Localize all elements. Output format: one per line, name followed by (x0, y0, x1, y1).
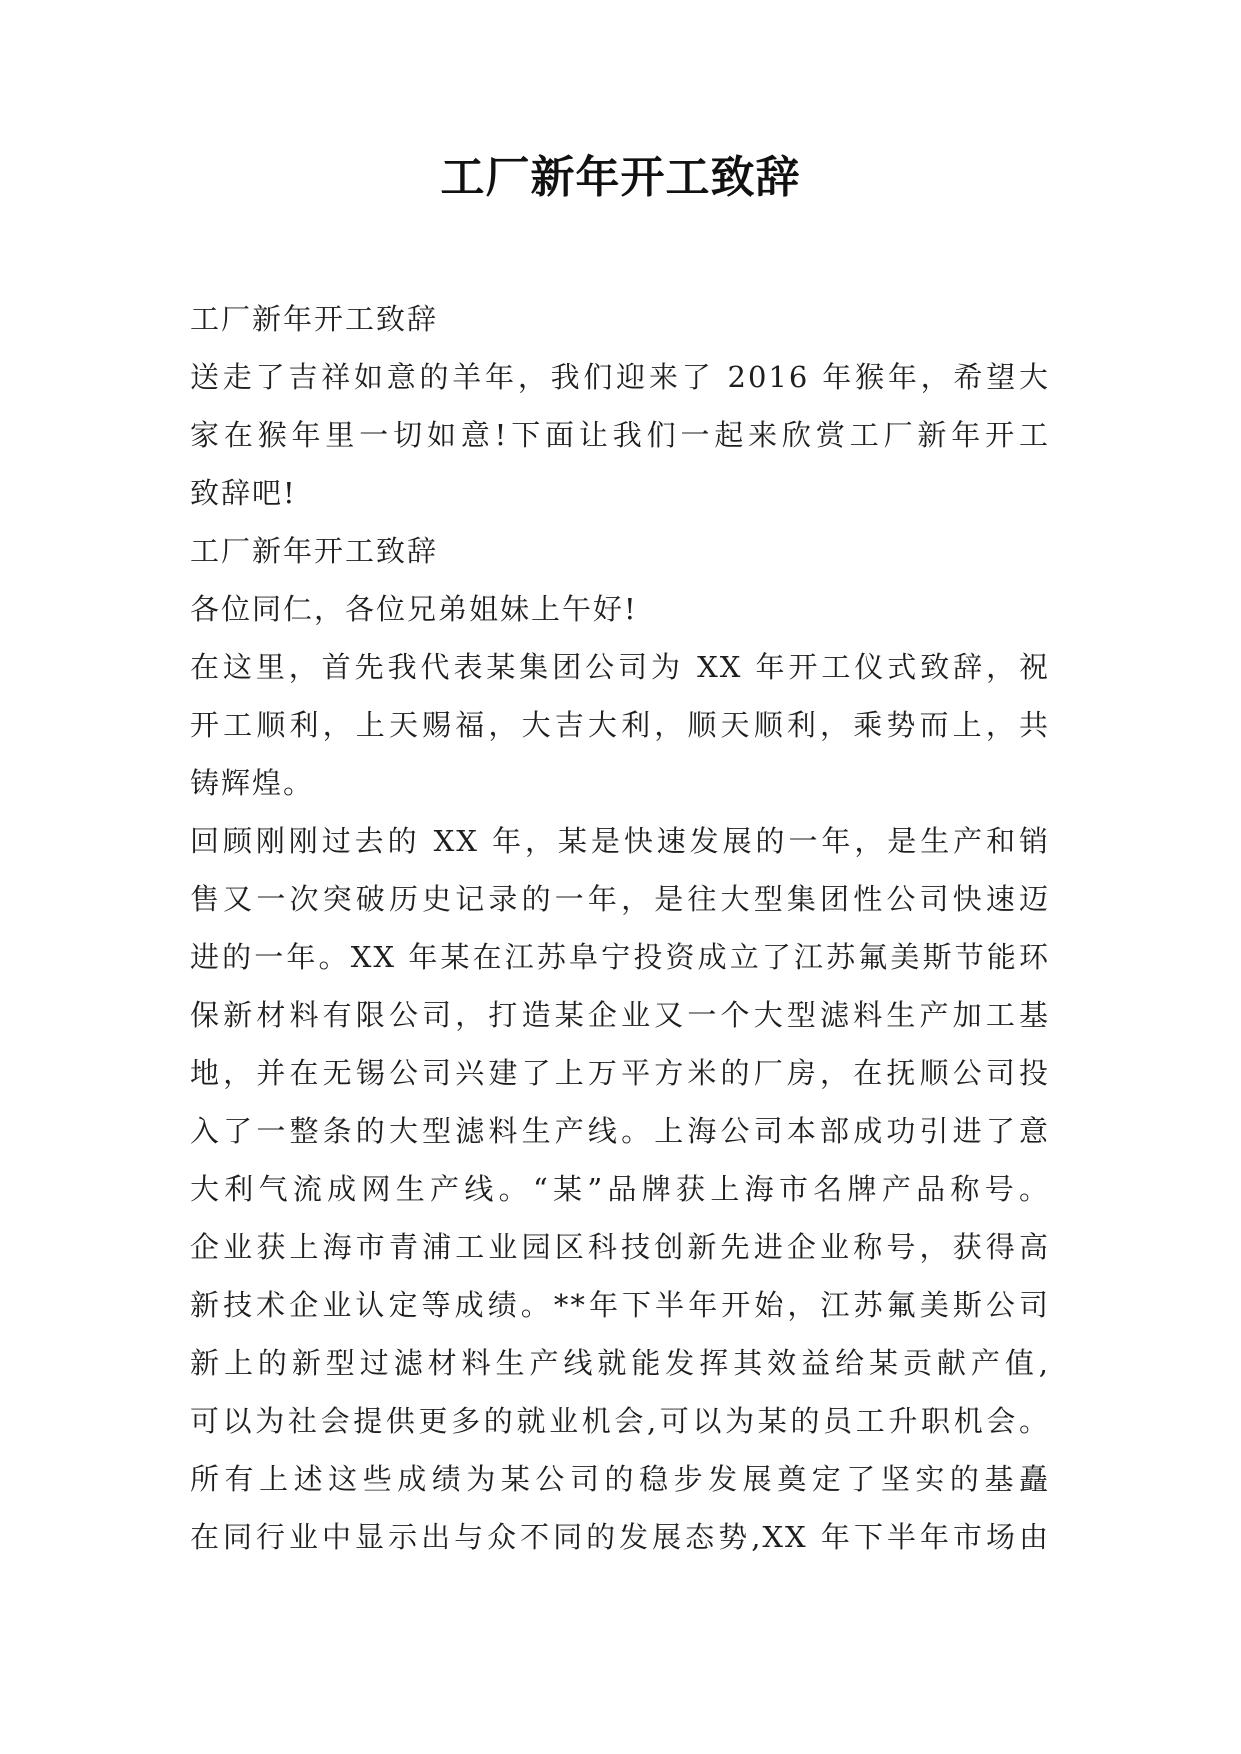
paragraph-line: 在这里，首先我代表某集团公司为 XX 年开工仪式致辞，祝 (190, 650, 1050, 684)
paragraph-line: 入了一整条的大型滤料生产线。上海公司本部成功引进了意 (190, 1114, 1050, 1148)
paragraph-line: 大利气流成网生产线。“某”品牌获上海市名牌产品称号。 (190, 1172, 1050, 1206)
document-body (190, 290, 1050, 1566)
paragraph-line: 家在猴年里一切如意!下面让我们一起来欣赏工厂新年开工 (190, 418, 1050, 452)
paragraph-line: 各位同仁，各位兄弟姐妹上午好! (190, 592, 638, 626)
paragraph-line: 送走了吉祥如意的羊年，我们迎来了 2016 年猴年，希望大 (190, 360, 1050, 394)
paragraph-line: 新技术企业认定等成绩。**年下半年开始，江苏氟美斯公司 (190, 1288, 1050, 1322)
paragraph-line: 铸辉煌。 (190, 766, 315, 800)
paragraph-line: 售又一次突破历史记录的一年，是往大型集团性公司快速迈 (190, 882, 1050, 916)
paragraph-line: 所有上述这些成绩为某公司的稳步发展奠定了坚实的基矗 (190, 1462, 1050, 1496)
paragraph-line: 在同行业中显示出与众不同的发展态势,XX 年下半年市场由 (190, 1520, 1050, 1554)
paragraph-line: 致辞吧! (190, 476, 297, 510)
paragraph-line: 工厂新年开工致辞 (190, 534, 439, 568)
paragraph-line: 工厂新年开工致辞 (190, 302, 439, 336)
paragraph-line: 回顾刚刚过去的 XX 年，某是快速发展的一年，是生产和销 (190, 824, 1050, 858)
paragraph-line: 新上的新型过滤材料生产线就能发挥其效益给某贡献产值, (190, 1346, 1050, 1380)
page-title: 工厂新年开工致辞 (440, 152, 801, 203)
paragraph-line: 企业获上海市青浦工业园区科技创新先进企业称号，获得高 (190, 1230, 1050, 1264)
paragraph-line: 地，并在无锡公司兴建了上万平方米的厂房，在抚顺公司投 (190, 1056, 1050, 1090)
paragraph-line: 可以为社会提供更多的就业机会,可以为某的员工升职机会。 (190, 1404, 1050, 1438)
paragraph-line: 进的一年。XX 年某在江苏阜宁投资成立了江苏氟美斯节能环 (190, 940, 1050, 974)
paragraph-line: 开工顺利，上天赐福，大吉大利，顺天顺利，乘势而上，共 (190, 708, 1050, 742)
paragraph-line: 保新材料有限公司，打造某企业又一个大型滤料生产加工基 (190, 998, 1050, 1032)
